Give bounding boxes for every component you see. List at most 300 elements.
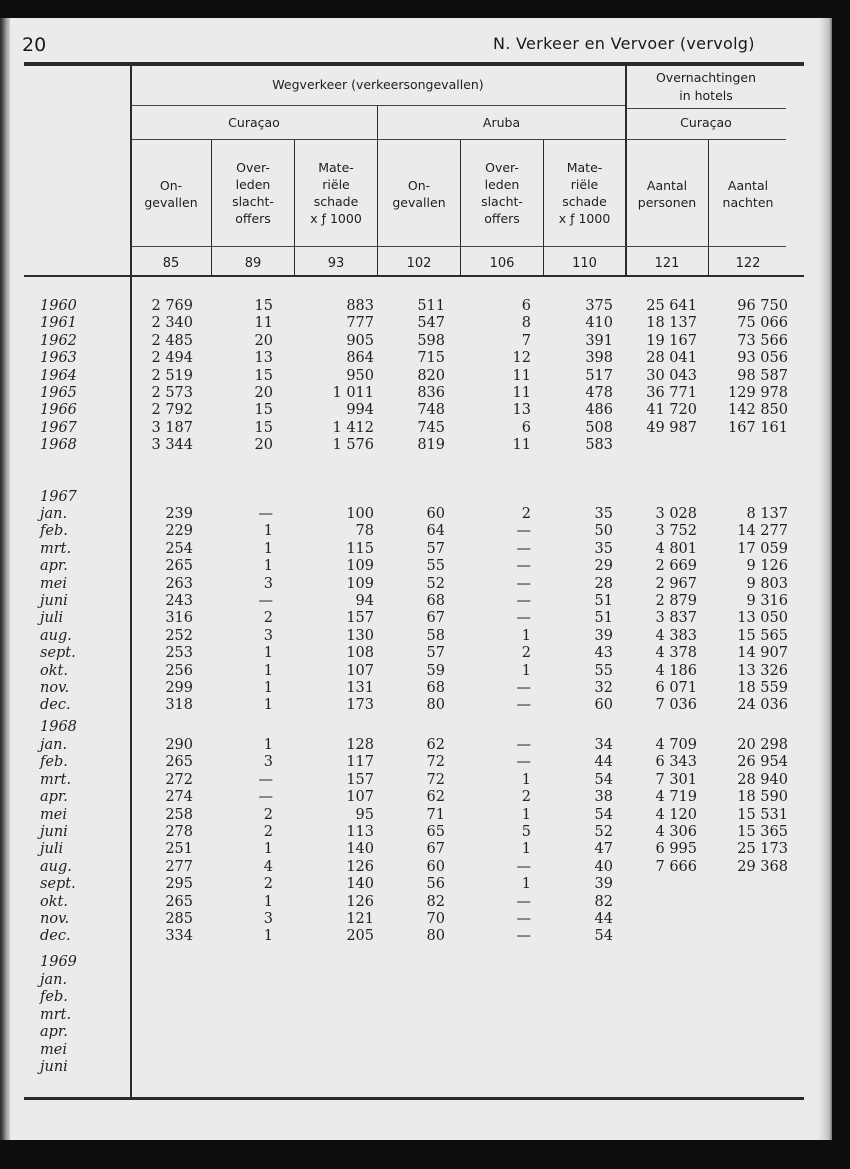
table-cell: 60 <box>426 506 445 522</box>
table-cell: 2 519 <box>151 367 193 384</box>
table-row <box>0 754 822 772</box>
column-header-line: schade <box>313 194 359 209</box>
table-cell: 8 <box>521 315 531 332</box>
table-cell: 15 531 <box>737 806 788 823</box>
row-label: nov. <box>40 911 70 927</box>
table-row <box>0 506 822 524</box>
column-number: 102 <box>406 256 432 271</box>
table-cell: 52 <box>594 824 613 840</box>
table-cell: 15 <box>254 419 273 436</box>
table-row <box>0 807 822 825</box>
table-cell: 58 <box>426 627 445 644</box>
table-cell: 2 <box>263 876 273 893</box>
table-cell: 107 <box>346 789 374 806</box>
table-cell: 30 043 <box>646 367 697 384</box>
table-cell: 820 <box>417 367 445 384</box>
table-cell: 9 126 <box>746 558 788 575</box>
table-row <box>0 841 822 859</box>
table-cell: 15 <box>254 402 273 419</box>
page-title: N. Verkeer en Vervoer (vervolg) <box>493 34 755 53</box>
table-cell: 80 <box>426 928 445 945</box>
table-cell: 62 <box>426 737 445 753</box>
row-label: jan. <box>40 737 68 753</box>
row-label: 1964 <box>40 367 77 384</box>
row-label: juli <box>40 610 64 627</box>
column-header-line: Over- <box>236 160 270 175</box>
table-cell: 15 365 <box>737 824 788 840</box>
column-number: 110 <box>572 256 597 271</box>
column-header-line: nachten <box>722 195 774 210</box>
table-cell: 274 <box>165 789 193 806</box>
row-label: okt. <box>40 662 68 679</box>
table-cell: 38 <box>594 789 613 806</box>
table-cell: 57 <box>426 645 445 662</box>
table-cell: 1 011 <box>332 385 374 401</box>
table-row <box>0 645 822 663</box>
table-row <box>0 385 822 403</box>
table-cell: 54 <box>594 928 613 945</box>
table-cell: 115 <box>346 540 374 557</box>
column-header-line: schade <box>562 194 607 209</box>
table-cell: 64 <box>426 523 445 540</box>
table-cell: 82 <box>426 893 445 910</box>
table-cell: — <box>258 593 273 609</box>
table-cell: 6 <box>521 298 531 314</box>
table-cell: 72 <box>426 754 445 771</box>
row-label: 1963 <box>40 350 77 367</box>
table-row <box>0 972 822 990</box>
table-row <box>0 315 822 333</box>
table-cell: 295 <box>165 876 193 893</box>
row-label: okt. <box>40 893 68 910</box>
table-row <box>0 489 822 507</box>
table-cell: 2 <box>263 824 273 840</box>
table-cell: 15 <box>254 298 273 314</box>
table-cell: 1 <box>263 558 273 575</box>
column-header-line: gevallen <box>144 195 198 210</box>
column-number: 89 <box>244 256 262 271</box>
table-cell: 14 277 <box>737 523 788 540</box>
table-cell: 128 <box>346 737 374 753</box>
column-header-line: Aantal <box>727 178 769 193</box>
table-cell: — <box>258 506 273 522</box>
row-label: apr. <box>40 789 68 806</box>
table-cell: 36 771 <box>646 385 697 401</box>
table-cell: 994 <box>346 402 374 419</box>
column-header-line: Aantal <box>646 178 688 193</box>
row-label: feb. <box>40 989 68 1006</box>
table-cell: 253 <box>165 645 193 662</box>
table-cell: 2 <box>521 645 531 662</box>
table-cell: 256 <box>165 662 193 679</box>
table-cell: 6 995 <box>655 841 697 858</box>
table-cell: 2 <box>263 806 273 823</box>
table-cell: 72 <box>426 771 445 788</box>
table-cell: 1 <box>263 841 273 858</box>
table-cell: 129 978 <box>728 385 788 401</box>
table-cell: 205 <box>346 928 374 945</box>
row-label: sept. <box>40 645 76 662</box>
column-header-line: offers <box>484 211 520 226</box>
table-cell: 6 071 <box>655 680 697 696</box>
row-label: feb. <box>40 523 68 540</box>
table-cell: 1 <box>263 662 273 679</box>
table-cell: 47 <box>594 841 613 858</box>
header-road-traffic: Wegverkeer (verkeersongevallen) <box>272 77 484 92</box>
table-cell: 598 <box>417 332 445 349</box>
table-cell: 1 <box>263 697 273 714</box>
table-cell: 28 <box>594 575 613 592</box>
row-label: juni <box>40 824 68 840</box>
row-label: mei <box>40 1041 67 1058</box>
table-cell: 2 <box>521 789 531 806</box>
table-row <box>0 628 822 646</box>
column-header-line: riële <box>570 177 599 192</box>
table-cell: 290 <box>165 737 193 753</box>
table-cell: 265 <box>165 558 193 575</box>
table-cell: 263 <box>165 575 193 592</box>
table-cell: 7 <box>521 332 531 349</box>
table-cell: 19 167 <box>646 332 697 349</box>
table-cell: 12 <box>512 350 531 367</box>
column-header-line: Mate- <box>318 160 354 175</box>
table-cell: 4 383 <box>655 627 697 644</box>
table-row <box>0 368 822 386</box>
table-cell: 6 <box>521 419 531 436</box>
table-cell: 3 187 <box>151 419 193 436</box>
table-cell: 4 719 <box>655 789 697 806</box>
table-cell: 278 <box>165 824 193 840</box>
table-row <box>0 824 822 842</box>
table-cell: 745 <box>417 419 445 436</box>
table-row <box>0 610 822 628</box>
table-cell: 78 <box>355 523 374 540</box>
table-cell: 24 036 <box>737 697 788 714</box>
table-cell: 13 050 <box>737 610 788 627</box>
table-cell: 94 <box>355 593 374 609</box>
table-cell: 950 <box>346 367 374 384</box>
table-cell: 25 173 <box>737 841 788 858</box>
table-row <box>0 719 822 737</box>
table-cell: 80 <box>426 697 445 714</box>
column-header-line: On- <box>159 178 183 193</box>
row-label: 1968 <box>40 719 77 735</box>
table-cell: 4 801 <box>655 540 697 557</box>
table-cell: 173 <box>346 697 374 714</box>
column-number: 122 <box>735 256 761 271</box>
table-cell: 11 <box>512 367 531 384</box>
table-cell: — <box>516 540 531 557</box>
table-row <box>0 402 822 420</box>
column-header-line: x ƒ 1000 <box>558 211 611 226</box>
table-cell: 39 <box>594 627 613 644</box>
table-cell: 819 <box>417 437 445 454</box>
header-curacao: Curaçao <box>228 115 280 130</box>
table-cell: 318 <box>165 697 193 714</box>
table-cell: 285 <box>165 911 193 927</box>
table-cell: 9 803 <box>746 575 788 592</box>
table-cell: 32 <box>594 680 613 696</box>
table-cell: 15 565 <box>737 627 788 644</box>
header-hotels-line2: in hotels <box>679 88 733 103</box>
table-row <box>0 1007 822 1025</box>
table-cell: 2 494 <box>151 350 193 367</box>
header-rule <box>131 246 786 247</box>
table-cell: 2 879 <box>655 593 697 609</box>
header-rule <box>131 139 625 140</box>
row-label: sept. <box>40 876 76 893</box>
table-cell: 5 <box>521 824 531 840</box>
table-cell: 13 326 <box>737 662 788 679</box>
table-cell: 157 <box>346 771 374 788</box>
table-cell: 140 <box>346 876 374 893</box>
table-cell: 44 <box>594 911 613 927</box>
table-cell: 140 <box>346 841 374 858</box>
row-label: feb. <box>40 754 68 771</box>
table-cell: 26 954 <box>737 754 788 771</box>
row-label: jan. <box>40 972 68 988</box>
table-row <box>0 437 822 455</box>
row-label: mei <box>40 806 67 823</box>
column-header-line: leden <box>484 177 520 192</box>
table-row <box>0 541 822 559</box>
table-cell: 117 <box>346 754 374 771</box>
table-cell: 35 <box>594 506 613 522</box>
table-row <box>0 333 822 351</box>
column-header-line: On- <box>407 178 431 193</box>
row-label: mrt. <box>40 1006 72 1023</box>
table-cell: 2 <box>263 610 273 627</box>
row-label: 1966 <box>40 402 77 419</box>
table-cell: 55 <box>594 662 613 679</box>
table-cell: 239 <box>165 506 193 522</box>
column-number: 121 <box>654 256 680 271</box>
table-row <box>0 876 822 894</box>
table-cell: 243 <box>165 593 193 609</box>
table-cell: — <box>516 911 531 927</box>
table-row <box>0 523 822 541</box>
table-cell: 113 <box>346 824 374 840</box>
column-header-line: slacht- <box>481 194 523 209</box>
row-label: dec. <box>40 697 71 714</box>
table-cell: 28 041 <box>646 350 697 367</box>
table-cell: 51 <box>594 610 613 627</box>
column-number: 93 <box>327 256 345 271</box>
table-cell: 299 <box>165 680 193 696</box>
table-cell: 486 <box>585 402 613 419</box>
table-cell: 14 907 <box>737 645 788 662</box>
table-cell: 252 <box>165 627 193 644</box>
table-cell: 1 <box>521 627 531 644</box>
table-cell: — <box>516 610 531 627</box>
table-cell: 18 559 <box>737 680 788 696</box>
table-cell: 130 <box>346 627 374 644</box>
table-cell: 34 <box>594 737 613 753</box>
column-header-line: Over- <box>485 160 519 175</box>
table-cell: 126 <box>346 858 374 875</box>
table-row <box>0 593 822 611</box>
table-cell: 1 412 <box>332 419 374 436</box>
table-cell: 109 <box>346 575 374 592</box>
table-cell: 18 590 <box>737 789 788 806</box>
table-cell: 258 <box>165 806 193 823</box>
table-row <box>0 928 822 946</box>
table-cell: 883 <box>346 298 374 314</box>
table-cell: 167 161 <box>728 419 788 436</box>
table-cell: 251 <box>165 841 193 858</box>
table-cell: 2 573 <box>151 385 193 401</box>
table-cell: 68 <box>426 593 445 609</box>
column-header-line: personen <box>637 195 697 210</box>
table-cell: 2 340 <box>151 315 193 332</box>
table-cell: 56 <box>426 876 445 893</box>
table-cell: — <box>516 523 531 540</box>
table-cell: 478 <box>585 385 613 401</box>
table-cell: 44 <box>594 754 613 771</box>
table-cell: 40 <box>594 858 613 875</box>
row-label: 1968 <box>40 437 77 454</box>
table-cell: 2 485 <box>151 332 193 349</box>
table-cell: — <box>516 928 531 945</box>
table-cell: 7 036 <box>655 697 697 714</box>
table-cell: 864 <box>346 350 374 367</box>
table-cell: 60 <box>594 697 613 714</box>
table-cell: 41 720 <box>646 402 697 419</box>
table-cell: 70 <box>426 911 445 927</box>
table-cell: 39 <box>594 876 613 893</box>
row-label: juni <box>40 593 68 609</box>
table-row <box>0 420 822 438</box>
table-cell: 777 <box>346 315 374 332</box>
row-label: aug. <box>40 627 72 644</box>
table-cell: 17 059 <box>737 540 788 557</box>
table-row <box>0 989 822 1007</box>
table-cell: 265 <box>165 754 193 771</box>
table-cell: 75 066 <box>737 315 788 332</box>
table-cell: 1 <box>263 737 273 753</box>
table-cell: 18 137 <box>646 315 697 332</box>
table-cell: 11 <box>512 437 531 454</box>
table-cell: 2 769 <box>151 298 193 314</box>
table-cell: 2 792 <box>151 402 193 419</box>
table-cell: 29 368 <box>737 858 788 875</box>
table-cell: — <box>516 858 531 875</box>
table-cell: 229 <box>165 523 193 540</box>
column-header-line: leden <box>235 177 271 192</box>
table-cell: 28 940 <box>737 771 788 788</box>
column-header-line: riële <box>322 177 350 192</box>
column-header-line: slacht- <box>232 194 274 209</box>
table-cell: 511 <box>417 298 445 314</box>
table-row <box>0 697 822 715</box>
table-row <box>0 576 822 594</box>
table-cell: 9 316 <box>746 593 788 609</box>
header-hotels-curacao: Curaçao <box>680 115 732 130</box>
table-cell: 265 <box>165 893 193 910</box>
table-cell: 82 <box>594 893 613 910</box>
row-label: 1961 <box>40 315 77 332</box>
table-cell: 4 709 <box>655 737 697 753</box>
table-cell: 121 <box>346 911 374 927</box>
table-cell: 131 <box>346 680 374 696</box>
table-row <box>0 954 822 972</box>
table-row <box>0 894 822 912</box>
table-cell: 68 <box>426 680 445 696</box>
table-cell: — <box>516 754 531 771</box>
table-cell: 67 <box>426 610 445 627</box>
row-label: 1967 <box>40 419 77 436</box>
table-cell: 55 <box>426 558 445 575</box>
row-label: 1962 <box>40 332 77 349</box>
table-cell: 142 850 <box>728 402 788 419</box>
table-row <box>0 1059 822 1077</box>
table-cell: 1 <box>521 876 531 893</box>
table-cell: 29 <box>594 558 613 575</box>
column-header-line: offers <box>235 211 271 226</box>
header-rule <box>131 105 625 106</box>
table-cell: 4 378 <box>655 645 697 662</box>
row-label: mrt. <box>40 771 72 788</box>
table-cell: 4 186 <box>655 662 697 679</box>
table-cell: 108 <box>346 645 374 662</box>
table-row <box>0 680 822 698</box>
table-cell: 20 <box>254 385 273 401</box>
table-cell: 107 <box>346 662 374 679</box>
table-cell: 2 <box>521 506 531 522</box>
header-aruba: Aruba <box>482 115 521 130</box>
table-cell: 100 <box>346 506 374 522</box>
table-cell: 715 <box>417 350 445 367</box>
table-cell: 109 <box>346 558 374 575</box>
table-cell: 25 641 <box>646 298 697 314</box>
table-cell: 3 752 <box>655 523 697 540</box>
row-label: 1960 <box>40 298 77 314</box>
table-cell: — <box>516 558 531 575</box>
column-header-line: Mate- <box>566 160 603 175</box>
table-cell: 93 056 <box>737 350 788 367</box>
table-cell: 3 344 <box>151 437 193 454</box>
table-row <box>0 1024 822 1042</box>
table-cell: 1 <box>263 680 273 696</box>
row-label: 1965 <box>40 385 77 401</box>
table-cell: 13 <box>254 350 273 367</box>
table-cell: — <box>516 697 531 714</box>
table-cell: 3 028 <box>655 506 697 522</box>
table-cell: 71 <box>426 806 445 823</box>
table-cell: 1 576 <box>332 437 374 454</box>
table-cell: 11 <box>254 315 273 332</box>
table-cell: 60 <box>426 858 445 875</box>
column-header-line: x ƒ 1000 <box>310 211 362 226</box>
table-row <box>0 663 822 681</box>
table-cell: 20 298 <box>737 737 788 753</box>
table-cell: 3 <box>263 627 273 644</box>
row-label: apr. <box>40 1024 68 1041</box>
table-cell: — <box>516 680 531 696</box>
table-cell: — <box>516 737 531 753</box>
table-row <box>0 772 822 790</box>
table-cell: 3 837 <box>655 610 697 627</box>
table-cell: 375 <box>585 298 613 314</box>
table-cell: 3 <box>263 911 273 927</box>
table-row <box>0 911 822 929</box>
column-number: 85 <box>162 256 180 271</box>
table-row <box>0 1042 822 1060</box>
table-cell: 410 <box>585 315 613 332</box>
table-row <box>0 737 822 755</box>
table-cell: 1 <box>263 523 273 540</box>
table-cell: 3 <box>263 754 273 771</box>
